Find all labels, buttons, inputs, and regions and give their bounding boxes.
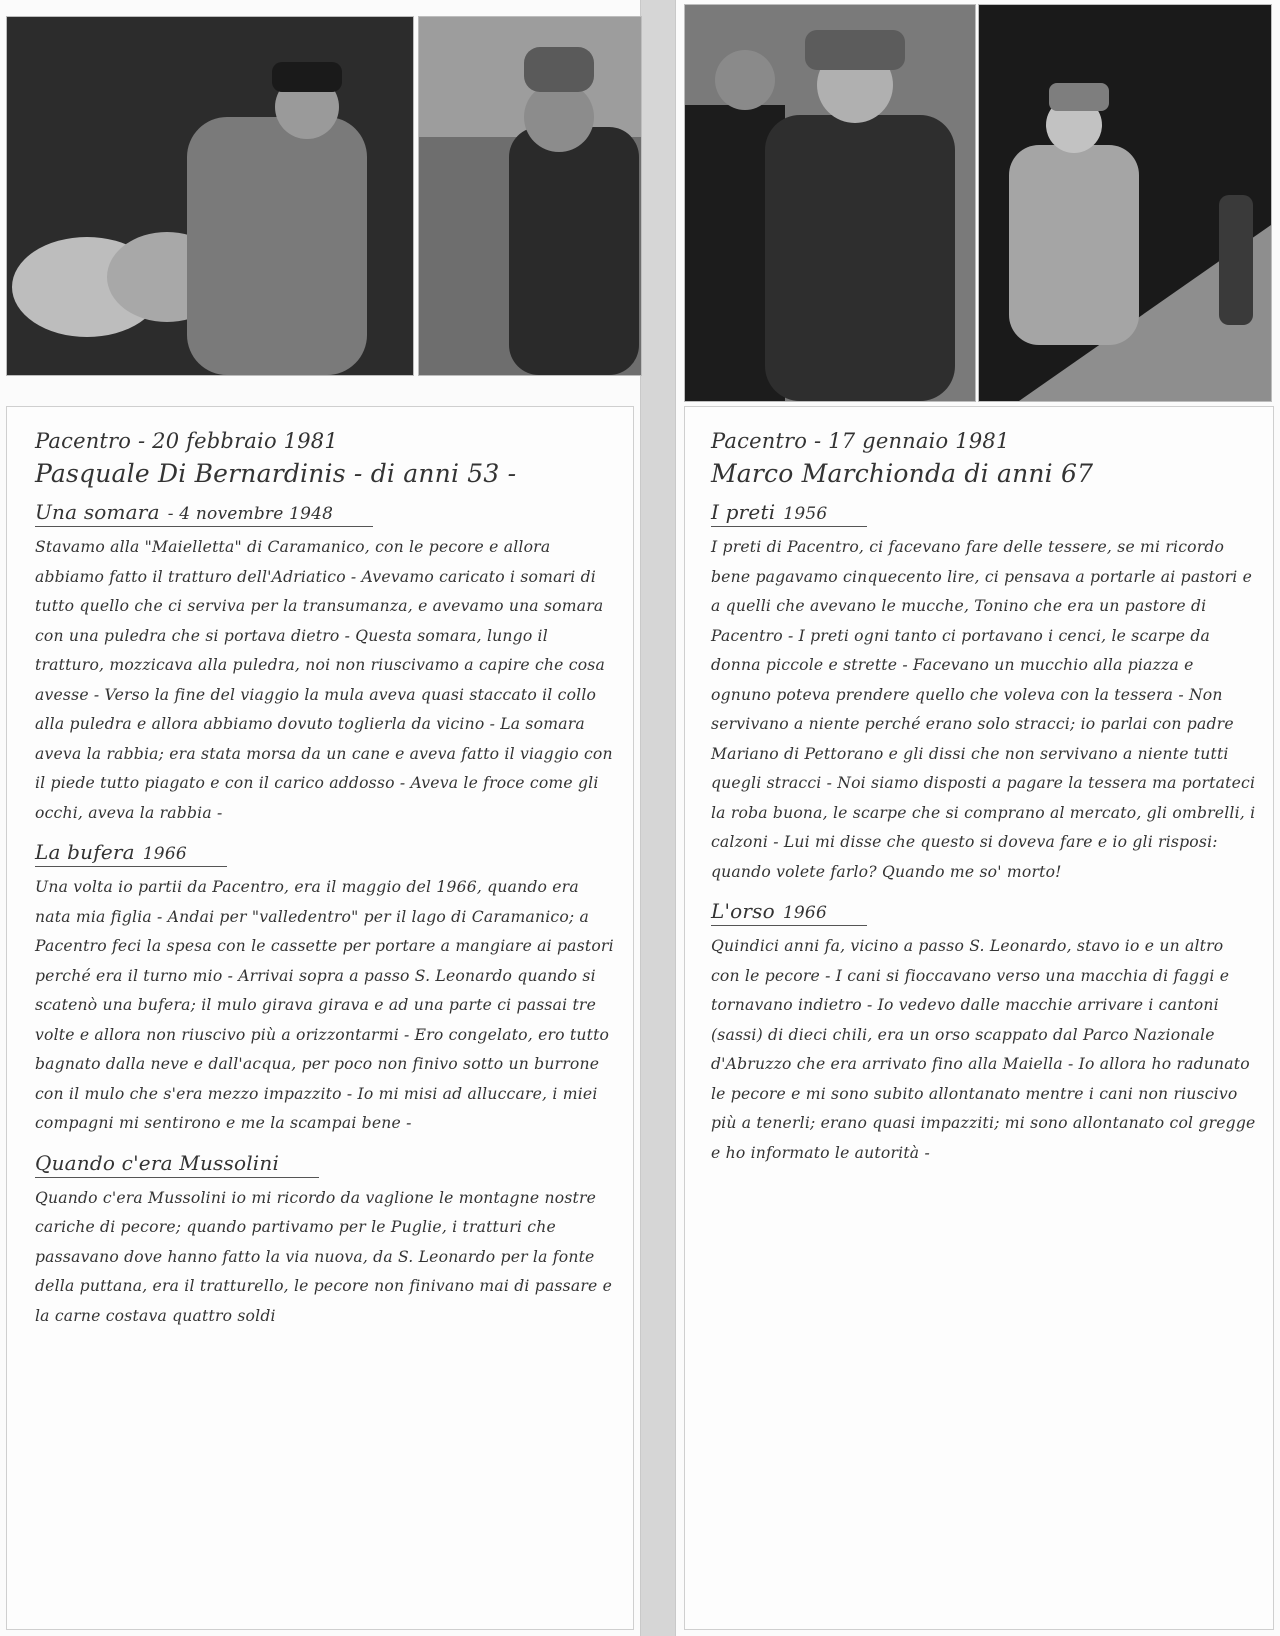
story-section <box>711 895 1257 1168</box>
story-text: Quindici anni fa, vicino a passo S. Leonardo, stavo io e un altro con le pecore - I cani si fioccavano verso una macchia di faggi e tornavano indietro - Io vedevo dalle macchie arrivare i cantoni (sassi) di dieci chili, era un orso scappato dal Parco Nazionale d'Abruzzo che era arrivato fino alla Maiella - Io allora ho radunato le pecore e mi sono subito allontanato mentre i cani non riuscivo più a tenerli; erano quasi impazziti; mi sono allontanato col gregge e ho informato le autorità - <box>711 937 1256 1162</box>
section-subtitle: 1966 <box>782 903 827 923</box>
section-title: Quando c'era Mussolini <box>35 1151 319 1178</box>
section-title: La bufera 1966 <box>35 840 227 867</box>
story-section <box>35 1147 615 1332</box>
interviewee-name: Marco Marchionda di anni 67 <box>711 459 1094 488</box>
story-section <box>35 836 615 1139</box>
left-text-card <box>6 406 634 1630</box>
section-title: Una somara - 4 novembre 1948 <box>35 500 373 527</box>
story-section <box>711 496 1257 887</box>
photo-man-in-knit-cap <box>418 16 642 376</box>
interview-date: Pacentro - 17 gennaio 1981 <box>711 429 1010 453</box>
story-text: I preti di Pacentro, ci facevano fare delle tessere, se mi ricordo bene pagavamo cinquecento lire, ci pensava a portarle ai pastori e a quelli che avevano le mucche, Tonino che era un pastore di Pacentro - I preti ogni tanto ci portavano i cenci, le scarpe da donna piccole e strette - Facevano un mucchio alla piazza e ognuno poteva prendere quello che voleva con la tessera - Non servivano a niente perché erano solo stracci; io parlai con padre Mariano di Pettorano e gli dissi che non servivano a niente tutti quegli stracci - Noi siamo disposti a pagare la tessera ma portateci la roba buona, le scarpe che si comprano al mercato, gli ombrelli, i calzoni - Lui mi disse che questo si doveva fare e io gli risposi: quando volete farlo? Quando me so' morto! <box>711 538 1256 881</box>
section-subtitle: - 4 novembre 1948 <box>167 504 334 524</box>
interview-date: Pacentro - 20 febbraio 1981 <box>35 429 338 453</box>
section-title: L'orso 1966 <box>711 899 867 926</box>
photo-man-with-bottle <box>978 4 1272 402</box>
story-text: Una volta io partii da Pacentro, era il maggio del 1966, quando era nata mia figlia - Andai per "valledentro" per il lago di Caramanico; a Pacentro feci la spesa con le cassette per portare a mangiare ai pastori perché era il turno mio - Arrivai sopra a passo S. Leonardo quando si scatenò una bufera; il mulo girava girava e ad una parte ci passai tre volte e allora non riuscivo più a orizzontarmi - Ero congelato, ero tutto bagnato dalla neve e dall'acqua, per poco non finivo sotto un burrone con il mulo che s'era mezzo impazzito - Io mi misi ad alluccare, i miei compagni mi sentirono e me la scampai bene - <box>35 878 614 1132</box>
interviewee-name: Pasquale Di Bernardinis - di anni 53 - <box>35 459 517 488</box>
story-text: Quando c'era Mussolini io mi ricordo da vaglione le montagne nostre cariche di pecore; quando partivamo per le Puglie, i tratturi che passavano dove hanno fatto la via nuova, da S. Leonardo per la fonte della puttana, era il tratturello, le pecore non finivano mai di passare e la carne costava quattro soldi <box>35 1188 613 1325</box>
right-text-card <box>684 406 1274 1630</box>
section-title: I preti 1956 <box>711 500 867 527</box>
photo-shepherd-with-sheep <box>6 16 414 376</box>
photo-two-men <box>684 4 976 402</box>
story-text: Stavamo alla "Maielletta" di Caramanico, con le pecore e allora abbiamo fatto il tratturo dell'Adriatico - Avevamo caricato i somari di tutto quello che ci serviva per la transumanza, e avevamo una somara con una puledra che si portava dietro - Questa somara, lungo il tratturo, mozzicava alla puledra, noi non riuscivamo a capire che cosa avesse - Verso la fine del viaggio la mula aveva quasi staccato il collo alla puledra e allora abbiamo dovuto toglierla da vicino - La somara aveva la rabbia; era stata morsa da un cane e aveva fatto il viaggio con il piede tutto piagato e con il carico addosso - Aveva le froce come gli occhi, aveva la rabbia - <box>35 538 613 822</box>
section-subtitle: 1966 <box>142 844 187 864</box>
section-subtitle: 1956 <box>783 504 828 524</box>
story-section <box>35 496 615 828</box>
